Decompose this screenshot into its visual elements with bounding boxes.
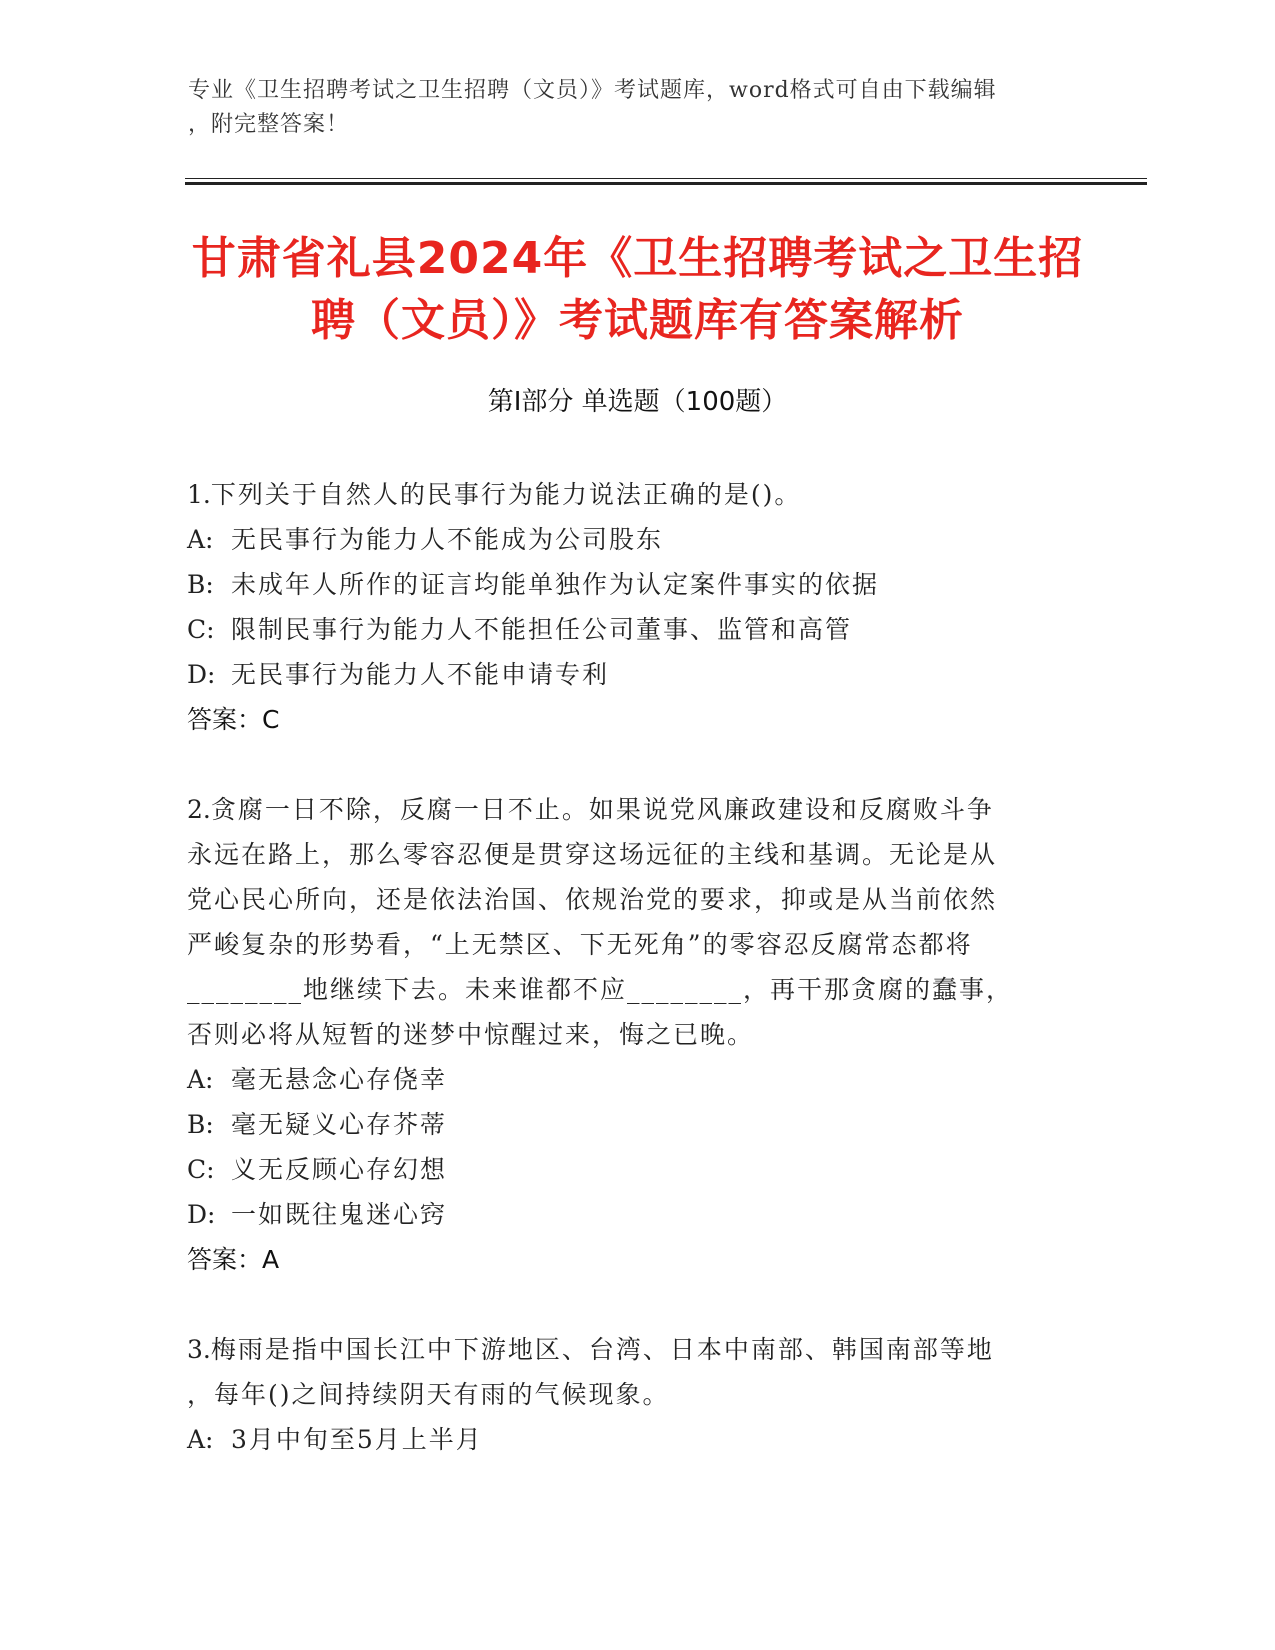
option-text: 限制民事行为能力人不能担任公司董事、监管和高管 bbox=[231, 615, 853, 644]
answer: 答案：A bbox=[187, 1245, 280, 1274]
question-number: 2. bbox=[187, 795, 211, 824]
option-key: A: bbox=[187, 525, 214, 554]
header-divider-thin bbox=[185, 178, 1147, 179]
option-c bbox=[187, 1147, 1067, 1192]
question-3 bbox=[187, 1327, 1067, 1462]
question-line: 贪腐一日不除，反腐一日不止。如果说党风廉政建设和反腐败斗争 bbox=[210, 795, 994, 824]
question-text bbox=[187, 1327, 1067, 1372]
option-a bbox=[187, 517, 1067, 562]
option-key: A: bbox=[187, 1065, 214, 1094]
option-text: 无民事行为能力人不能成为公司股东 bbox=[231, 525, 664, 554]
option-text: 未成年人所作的证言均能单独作为认定案件事实的依据 bbox=[231, 570, 880, 599]
option-a bbox=[187, 1057, 1067, 1102]
question-line: 下列关于自然人的民事行为能力说法正确的是()。 bbox=[210, 480, 802, 509]
option-d bbox=[187, 652, 1067, 697]
option-text: 义无反顾心存幻想 bbox=[231, 1155, 448, 1184]
option-text: 毫无悬念心存侥幸 bbox=[231, 1065, 448, 1094]
option-a bbox=[187, 1417, 1067, 1462]
section-title: 第Ⅰ部分 单选题（100题） bbox=[487, 387, 788, 417]
document-title-line-2: 聘（文员）》考试题库有答案解析 bbox=[311, 295, 964, 346]
option-key: D: bbox=[187, 1200, 216, 1229]
option-text: 毫无疑义心存芥蒂 bbox=[231, 1110, 448, 1139]
option-text: 无民事行为能力人不能申请专利 bbox=[231, 660, 610, 689]
answer: 答案：C bbox=[187, 705, 280, 734]
question-number: 1. bbox=[187, 480, 211, 509]
option-text: 一如既往鬼迷心窍 bbox=[231, 1200, 448, 1229]
question-line: 否则必将从短暂的迷梦中惊醒过来，悔之已晚。 bbox=[187, 1020, 755, 1049]
header-note bbox=[188, 74, 1068, 142]
header-note-line-2: ，附完整答案！ bbox=[188, 112, 350, 137]
question-line: 梅雨是指中国长江中下游地区、台湾、日本中南部、韩国南部等地 bbox=[210, 1335, 994, 1364]
question-line: 党心民心所向，还是依法治国、依规治党的要求，抑或是从当前依然 bbox=[187, 885, 998, 914]
question-1 bbox=[187, 472, 1067, 743]
header-divider-thick bbox=[185, 182, 1147, 185]
option-d bbox=[187, 1192, 1067, 1237]
question-2 bbox=[187, 787, 1067, 1283]
option-c bbox=[187, 607, 1067, 652]
option-key: C: bbox=[187, 615, 215, 644]
question-line: 永远在路上，那么零容忍便是贯穿这场远征的主线和基调。无论是从 bbox=[187, 840, 998, 869]
option-key: C: bbox=[187, 1155, 215, 1184]
option-key: A: bbox=[187, 1425, 214, 1454]
option-text: 3月中旬至5月上半月 bbox=[231, 1425, 483, 1454]
document-title-line-1: 甘肃省礼县2024年《卫生招聘考试之卫生招 bbox=[191, 233, 1084, 284]
option-b bbox=[187, 1102, 1067, 1147]
question-line: 严峻复杂的形势看，“上无禁区、下无死角”的零容忍反腐常态都将 bbox=[187, 930, 973, 959]
option-key: B: bbox=[187, 1110, 214, 1139]
question-line: ，每年()之间持续阴天有雨的气候现象。 bbox=[187, 1380, 670, 1409]
document-title bbox=[170, 228, 1105, 352]
question-number: 3. bbox=[187, 1335, 211, 1364]
question-text bbox=[187, 787, 1067, 832]
option-b bbox=[187, 562, 1067, 607]
option-key: D: bbox=[187, 660, 216, 689]
question-line: ________地继续下去。未来谁都不应________，再干那贪腐的蠢事， bbox=[187, 975, 1014, 1004]
question-list bbox=[187, 472, 1067, 1506]
header-note-line-1: 专业《卫生招聘考试之卫生招聘（文员）》考试题库，word格式可自由下载编辑 bbox=[188, 78, 997, 103]
option-key: B: bbox=[187, 570, 214, 599]
question-text bbox=[187, 472, 1067, 517]
